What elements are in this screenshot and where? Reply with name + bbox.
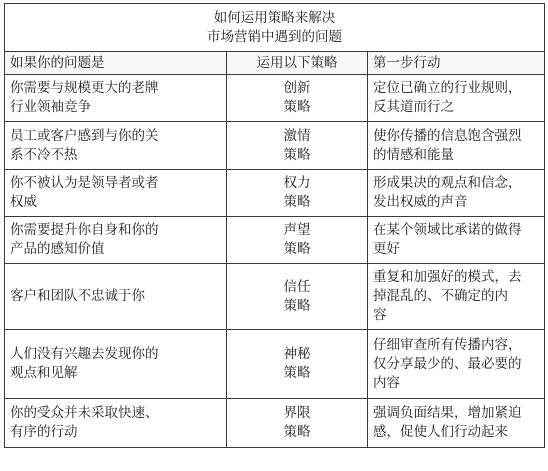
- header-problem: 如果你的问题是: [5, 52, 227, 75]
- strategy-cell: [227, 75, 368, 122]
- action-cell: [368, 217, 545, 264]
- action-text: 内容: [373, 374, 400, 391]
- strategy-text: 权力: [283, 175, 311, 191]
- table-header-row: [5, 52, 545, 75]
- strategy-text: 策略: [283, 99, 311, 115]
- action-text: 定位已确立的行业规则，: [373, 80, 522, 96]
- problem-text: 客户和团队不忠诚于你: [10, 288, 145, 304]
- strategy-cell: [227, 264, 368, 330]
- problem-text: 系不冷不热: [10, 146, 78, 163]
- strategy-text: 策略: [283, 297, 311, 314]
- strategy-text: 策略: [283, 146, 311, 163]
- table-title-line-2: 市场营销中遇到的问题: [207, 28, 343, 45]
- action-text: 发出权威的声音: [373, 194, 468, 210]
- problem-text: 你需要与规模更大的老牌: [10, 80, 159, 96]
- action-cell: [368, 330, 545, 399]
- table-title-line-1: 如何运用策略来解决: [213, 9, 336, 26]
- strategy-cell: [227, 170, 368, 217]
- strategy-table: [4, 3, 545, 448]
- strategy-cell: [227, 122, 368, 170]
- table-row: [5, 264, 545, 330]
- strategy-text: 神秘: [283, 346, 311, 362]
- action-cell: [368, 170, 545, 217]
- action-text: 在某个领域比承诺的做得: [373, 222, 522, 238]
- strategy-cell: [227, 399, 368, 448]
- strategy-text: 创新: [283, 80, 311, 96]
- problem-cell: [5, 217, 227, 264]
- strategy-text: 策略: [283, 424, 311, 440]
- table-title-row: [5, 4, 545, 52]
- action-text: 的情感和能量: [373, 146, 454, 163]
- problem-text: 员工或客户感到与你的关: [10, 127, 159, 144]
- header-first-step: 第一步行动: [368, 52, 545, 75]
- action-text: 使你传播的信息饱含强烈: [373, 127, 522, 144]
- action-text: 更好: [373, 241, 400, 257]
- problem-text: 你需要提升你自身和你的: [10, 222, 159, 238]
- action-text: 容: [373, 307, 387, 323]
- strategy-text: 信任: [283, 278, 311, 295]
- table-row: [5, 122, 545, 170]
- header-strategy: 运用以下策略: [227, 52, 368, 75]
- problem-cell: [5, 330, 227, 399]
- strategy-cell: [227, 330, 368, 399]
- problem-text: 有序的行动: [10, 424, 78, 440]
- table-row: [5, 217, 545, 264]
- problem-text: 权威: [10, 194, 37, 210]
- problem-text: 人们没有兴趣去发现你的: [10, 346, 159, 362]
- problem-text: 产品的感知价值: [10, 241, 105, 257]
- problem-text: 你不被认为是领导者或者: [10, 175, 159, 191]
- strategy-text: 策略: [283, 241, 311, 257]
- problem-text: 观点和见解: [10, 365, 78, 381]
- action-cell: [368, 75, 545, 122]
- action-text: 仅分享最少的、最必要的: [373, 355, 522, 372]
- strategy-cell: [227, 217, 368, 264]
- table-row: [5, 330, 545, 399]
- table-title: [5, 4, 545, 52]
- action-text: 仔细审查所有传播内容，: [373, 336, 522, 353]
- strategy-text: 声望: [283, 222, 311, 238]
- problem-cell: [5, 170, 227, 217]
- problem-cell: [5, 264, 227, 330]
- problem-text: 你的受众并未采取快速、: [10, 405, 159, 421]
- strategy-text: 策略: [283, 194, 311, 210]
- action-cell: [368, 122, 545, 170]
- strategy-text: 激情: [283, 127, 311, 144]
- problem-cell: [5, 399, 227, 448]
- problem-cell: [5, 75, 227, 122]
- action-text: 强调负面结果，增加紧迫: [373, 405, 522, 421]
- table-row: [5, 399, 545, 448]
- action-cell: [368, 399, 545, 448]
- action-text: 掉混乱的、不确定的内: [373, 288, 508, 304]
- strategy-text: 界限: [283, 405, 311, 421]
- table-row: [5, 75, 545, 122]
- problem-text: 行业领袖竞争: [10, 99, 91, 115]
- strategy-text: 策略: [283, 365, 311, 381]
- action-text: 形成果决的观点和信念，: [373, 175, 522, 191]
- table-row: [5, 170, 545, 217]
- action-cell: [368, 264, 545, 330]
- action-text: 感，促使人们行动起来: [373, 424, 508, 440]
- action-text: 反其道而行之: [373, 99, 454, 115]
- problem-cell: [5, 122, 227, 170]
- action-text: 重复和加强好的模式，去: [373, 269, 522, 285]
